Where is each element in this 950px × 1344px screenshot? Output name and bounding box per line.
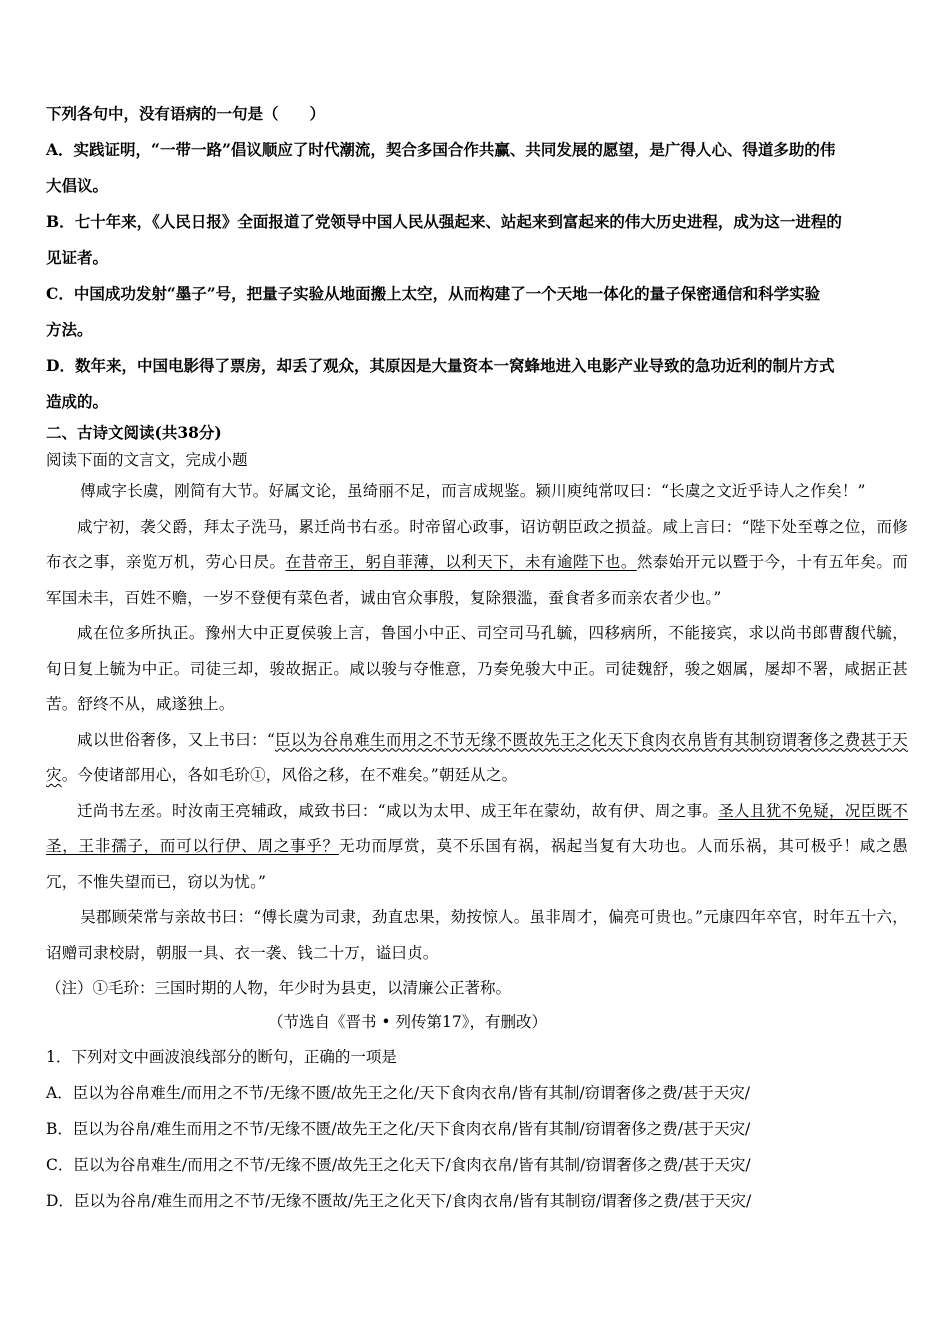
option-text-cont: 大倡议。: [46, 176, 109, 195]
option-text: 数年来，中国电影得了票房，却丢了观众，其原因是大量资本一窝蜂地进入电影产业导致的急功近利的制片方式: [74, 356, 835, 375]
option-a: [46, 132, 908, 204]
option-label: D．: [46, 356, 75, 375]
option-text: 臣以为谷帛/难生而用之不节/无缘不匮/故先王之化/天下食肉衣帛/皆有其制/窃谓奢侈之费/甚于天灾/: [72, 1120, 751, 1138]
option-c: [46, 276, 908, 348]
passage-paragraph: 傅咸字长虞，刚简有大节。好属文论，虽绮丽不足，而言成规鉴。颍川庾纯常叹曰：“长虞之文近乎诗人之作矣！”: [80, 482, 866, 500]
option-text: 臣以为谷帛/难生而用之不节/无缘不匮故/先王之化天下/食肉衣帛/皆有其制窃/谓奢侈之费/甚于天灾/: [73, 1192, 752, 1210]
option-label: C．: [46, 1156, 74, 1174]
option-text: 臣以为谷帛难生/而用之不节/无缘不匮/故先王之化/天下食肉衣帛/皆有其制/窃谓奢侈之费/甚于天灾/: [72, 1084, 750, 1102]
passage-paragraph: 咸在位多所执正。豫州大中正夏侯骏上言，鲁国小中正、司空司马孔毓，四移病所，不能接宾，求以尚书郎曹馥代毓，旬日复上毓为中正。司徒三却，骏故据正。咸以骏与夺惟意，乃奏免骏大中正。司徒魏舒，骏之姻属，屡却不署，咸据正甚苦。舒终不从，咸遂独上。: [46, 624, 908, 713]
option-d: [46, 1183, 908, 1219]
option-text: 中国成功发射“墨子”号，把量子实验从地面搬上太空，从而构建了一个天地一体化的量子保密通信和科学实验: [73, 284, 821, 303]
option-d: [46, 348, 908, 420]
sub-question-1: [46, 1039, 908, 1219]
document-page: [46, 96, 908, 1219]
option-text-cont: 方法。: [46, 320, 93, 339]
option-label: B．: [46, 212, 75, 231]
option-c: [46, 1147, 908, 1183]
option-a: [46, 1075, 908, 1111]
passage-text: 迁尚书左丞。时汝南王亮辅政，咸致书曰：“咸以为太甲、成王年在蒙幼，故有伊、周之事。: [77, 801, 719, 820]
passage-text: 。今使诸部用心，各如毛玠①，风俗之移，在不难矣。”朝廷从之。: [61, 766, 518, 784]
classical-passage: [46, 474, 908, 971]
passage-text: 然泰始开元以暨于今，十有五年矣。而军国未丰，百姓不赡，一岁不登便有菜色者，诚由官众事殷，复除猥滥，蚕食者多而亲农者少也。”: [46, 553, 908, 607]
passage-paragraph: 吴郡顾荣常与亲故书曰：“傅长虞为司隶，劲直忠果，劾按惊人。虽非周才，偏亮可贵也。”元康四年卒官，时年五十六，诏赠司隶校尉，朝服一具、衣一袭、钱二十万，谥曰贞。: [46, 908, 908, 962]
option-text: 实践证明，“一带一路”倡议顺应了时代潮流，契合多国合作共赢、共同发展的愿望，是广得人心、得道多助的伟: [73, 140, 836, 159]
underlined-sentence: 圣人且犹不免疑，况臣既不圣，王非孺子，而可以行伊、周之事乎？: [46, 801, 908, 855]
option-b: [46, 1111, 908, 1147]
passage-paragraph: [46, 510, 908, 617]
question-stem: 1．下列对文中画波浪线部分的断句，正确的一项是: [46, 1048, 397, 1066]
section-instruction: 阅读下面的文言文，完成小题: [46, 451, 248, 469]
source-citation: （节选自《晋书 • 列传第17》，有删改）: [268, 1013, 547, 1031]
underlined-sentence: 在昔帝王，躬自菲薄，以利天下，未有逾陛下也。: [285, 553, 637, 571]
option-label: D．: [46, 1192, 74, 1210]
option-label: C．: [46, 284, 74, 303]
option-b: [46, 204, 908, 276]
passage-text: 无功而厚赏，莫不乐国有祸，祸起当复有大功也。人而乐祸，其可极乎！咸之愚冗，不惟失望而已，窃以为忧。”: [46, 837, 908, 891]
option-text-cont: 造成的。: [46, 392, 109, 411]
option-text: 臣以为谷帛难生/而用之不节/无缘不匮/故先王之化天下/食肉衣帛/皆有其制/窃谓奢侈之费/甚于天灾/: [73, 1156, 751, 1174]
option-label: A．: [46, 1084, 73, 1102]
section-heading: 二、古诗文阅读(共38分): [46, 423, 222, 442]
question-stem: 下列各句中，没有语病的一句是（ ）: [46, 104, 326, 123]
passage-paragraph: [46, 794, 908, 901]
option-label: B．: [46, 1120, 73, 1138]
wavy-underlined-text: 臣以为谷帛难生而用之不节无缘不匮故先王之化天下食肉衣帛皆有其制窃谓奢侈之费甚于天灾: [46, 730, 908, 784]
option-text-cont: 见证者。: [46, 248, 109, 267]
passage-text: 咸以世俗奢侈，又上书曰：“: [77, 730, 276, 749]
passage-paragraph: [46, 723, 908, 794]
option-label: A．: [46, 140, 74, 159]
footnote: （注）①毛玠：三国时期的人物，年少时为县吏，以清廉公正著称。: [46, 979, 512, 997]
passage-text: 咸宁初，袭父爵，拜太子洗马，累迁尚书右丞。时帝留心政事，诏访朝臣政之损益。咸上言曰：“陛下处至尊之位，而修布衣之事，亲览万机，劳心日昃。: [46, 517, 908, 571]
option-text: 七十年来，《人民日报》全面报道了党领导中国人民从强起来、站起来到富起来的伟大历史进程，成为这一进程的: [74, 212, 842, 231]
